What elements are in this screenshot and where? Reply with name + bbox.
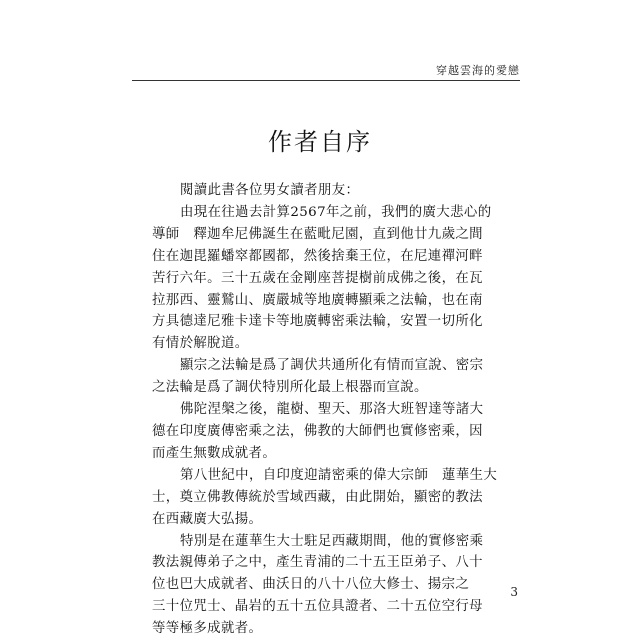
text-line: 由現在往過去計算2567年之前，我們的廣大悲心的 [180, 204, 492, 220]
text-line: 位也巴大成就者、曲沃日的八十八位大修士、揚宗之 [152, 577, 470, 593]
text-line: 導師 釋迦牟尼佛誕生在藍毗尼園，直到他廿九歲之間 [152, 226, 483, 242]
text-line: 教法親傳弟子之中，產生青浦的二十五王臣弟子、八十 [152, 555, 483, 571]
text-line: 等等極多成就者。 [152, 621, 263, 637]
text-line: 之法輪是爲了調伏特別所化最上根器而宣說。 [152, 380, 428, 396]
text-line: 特別是在蓮華生大士駐足西藏期間，他的實修密乘 [180, 533, 484, 549]
text-line: 拉那西、靈鷲山、廣嚴城等地廣轉顯乘之法輪，也在南 [152, 292, 483, 308]
text-line: 苦行六年。三十五歲在金剛座菩提樹前成佛之後，在瓦 [152, 270, 483, 286]
text-line: 德在印度廣傳密乘之法，佛教的大師們也實修密乘，因 [152, 423, 483, 439]
text-line: 第八世紀中，自印度迎請密乘的偉大宗師 蓮華生大 [180, 467, 498, 483]
text-line: 住在迦毘羅蟠窣都國都，然後捨棄王位，在尼連禪河畔 [152, 248, 483, 264]
text-line: 佛陀涅槃之後，龍樹、聖天、那洛大班智達等諸大 [180, 402, 484, 418]
text-line: 顯宗之法輪是爲了調伏共通所化有情而宣說、密宗 [180, 358, 484, 374]
text-line: 三十位咒士、晶岩的五十五位具證者、二十五位空行母 [152, 599, 483, 615]
chapter-title: 作者自序 [268, 128, 372, 156]
text-line: 方具德達尼雅卡達卡等地廣轉密乘法輪，安置一切所化 [152, 314, 483, 330]
body-text [152, 180, 504, 640]
text-line: 有情於解脫道。 [152, 336, 249, 352]
page-number: 3 [510, 585, 518, 599]
text-line: 士，奠立佛教傳統於雪域西藏，由此開始，顯密的教法 [152, 489, 483, 505]
text-line: 在西藏廣大弘揚。 [152, 511, 263, 527]
running-header: 穿越雲海的愛戀 [436, 64, 520, 77]
header-rule [132, 80, 520, 81]
text-line: 而產生無數成就者。 [152, 445, 277, 461]
text-line: 閱讀此書各位男女讀者朋友： [180, 183, 360, 198]
